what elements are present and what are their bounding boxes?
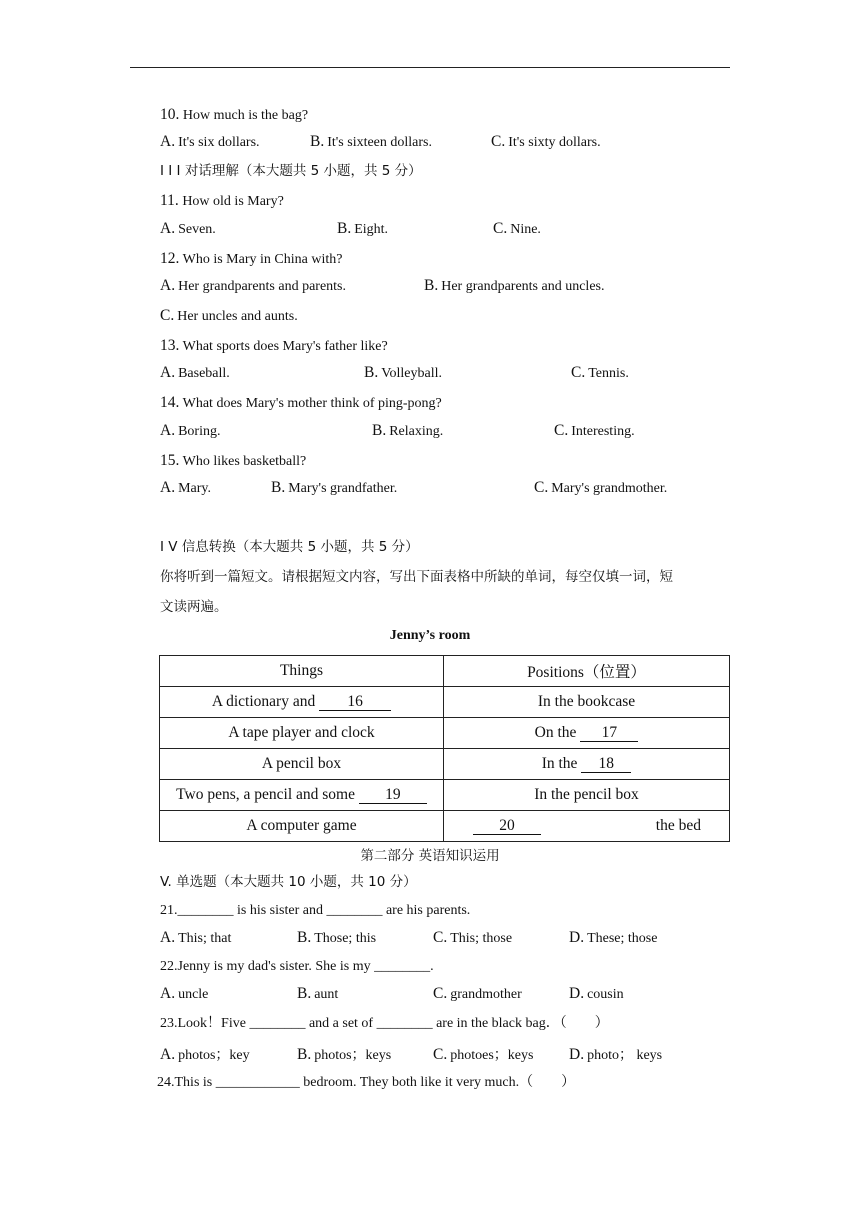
section-4-instruction-line-1: 你将听到一篇短文。请根据短文内容，写出下面表格中所缺的单词，每空仅填一词，短 xyxy=(160,569,673,585)
header-things: Things xyxy=(160,656,444,687)
option-c: C. Interesting. xyxy=(554,422,635,439)
option-a: A. Boring. xyxy=(160,422,221,439)
blank-18[interactable]: 18 xyxy=(581,756,631,773)
question-15: 15. Who likes basketball? xyxy=(160,452,307,469)
option-b: B. Mary's grandfather. xyxy=(271,479,398,496)
option-a: A. Her grandparents and parents. xyxy=(160,277,347,294)
table-row: A tape player and clock On the 17 xyxy=(160,718,730,749)
section-5-heading: V. 单选题（本大题共 10 小题，共 10 分） xyxy=(160,874,417,890)
option-a: A. This; that xyxy=(160,929,232,946)
blank-20[interactable]: 20 xyxy=(473,818,541,835)
option-c: C. Her uncles and aunts. xyxy=(160,307,298,324)
option-b: B. Relaxing. xyxy=(372,422,444,439)
option-a: A. uncle xyxy=(160,985,209,1002)
table-row: A computer game 20 the bed xyxy=(160,811,730,842)
question-number: 10. xyxy=(160,106,180,123)
option-d: D. cousin xyxy=(569,985,624,1002)
info-table xyxy=(159,655,730,842)
table-row: A pencil box In the 18 xyxy=(160,749,730,780)
option-d: D. photo； keys xyxy=(569,1046,663,1063)
table-row: A dictionary and 16 In the bookcase xyxy=(160,687,730,718)
option-b: B. Eight. xyxy=(337,220,389,237)
table-header-row xyxy=(160,656,730,687)
option-b: B. Her grandparents and uncles. xyxy=(424,277,605,294)
question-10 xyxy=(160,106,308,125)
section-4-instruction-line-2: 文读两遍。 xyxy=(160,599,228,615)
option-b: B. It's sixteen dollars. xyxy=(310,133,432,150)
question-22: 22.Jenny is my dad's sister. She is my ________. xyxy=(160,959,434,974)
option-c: C. This; those xyxy=(433,929,513,946)
option-b: B. Volleyball. xyxy=(364,364,443,381)
option-d: D. These; those xyxy=(569,929,658,946)
question-11: 11. How old is Mary? xyxy=(160,192,284,209)
table-row: Two pens, a pencil and some 19 In the pencil box xyxy=(160,780,730,811)
option-c: C. Tennis. xyxy=(571,364,629,381)
section-4-heading: I V 信息转换（本大题共 5 小题，共 5 分） xyxy=(160,539,419,555)
option-b: B. photos；keys xyxy=(297,1046,392,1063)
question-23: 23.Look！Five ________ and a set of ________ are in the black bag．（ ） xyxy=(160,1016,609,1031)
question-12: 12. Who is Mary in China with? xyxy=(160,250,343,267)
blank-16[interactable]: 16 xyxy=(319,694,391,711)
option-c: C. Nine. xyxy=(493,220,541,237)
option-c: C. It's sixty dollars. xyxy=(491,133,601,150)
part-2-heading: 第二部分 英语知识运用 xyxy=(360,848,500,864)
blank-17[interactable]: 17 xyxy=(580,725,638,742)
option-a: A. It's six dollars. xyxy=(160,133,260,150)
option-c: C. photoes；keys xyxy=(433,1046,534,1063)
option-b: B. Those; this xyxy=(297,929,377,946)
option-c: C. grandmother xyxy=(433,985,522,1002)
question-21: 21.________ is his sister and ________ are his parents. xyxy=(160,903,471,918)
section-3-heading: I I I 对话理解（本大题共 5 小题，共 5 分） xyxy=(160,163,422,179)
question-24: 24.This is ____________ bedroom. They both like it very much.（ ） xyxy=(157,1075,576,1090)
option-a: A. photos；key xyxy=(160,1046,250,1063)
option-a: A. Baseball. xyxy=(160,364,230,381)
blank-19[interactable]: 19 xyxy=(359,787,427,804)
option-c: C. Mary's grandmother. xyxy=(534,479,668,496)
option-b: B. aunt xyxy=(297,985,339,1002)
option-a: A. Mary. xyxy=(160,479,211,496)
table-title: Jenny’s room xyxy=(389,628,471,643)
question-13: 13. What sports does Mary's father like? xyxy=(160,337,388,354)
option-a: A. Seven. xyxy=(160,220,216,237)
question-text: How much is the bag? xyxy=(182,108,309,123)
header-rule xyxy=(130,67,730,68)
question-14: 14. What does Mary's mother think of ping-pong? xyxy=(160,394,442,411)
header-positions: Positions（位置） xyxy=(444,656,730,687)
